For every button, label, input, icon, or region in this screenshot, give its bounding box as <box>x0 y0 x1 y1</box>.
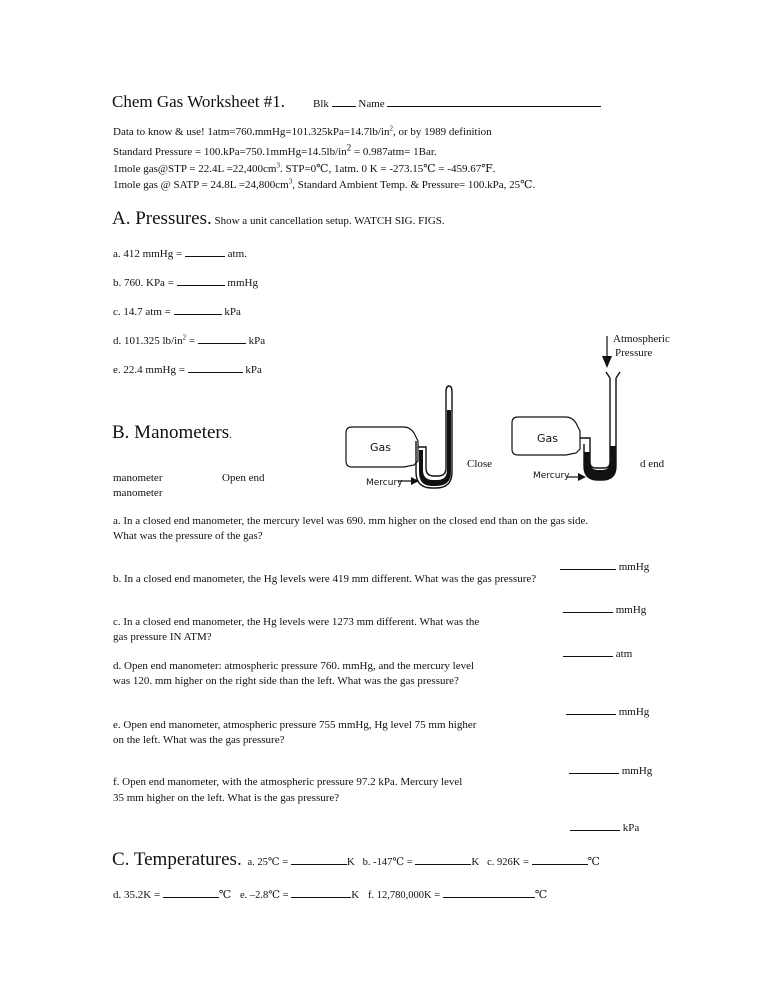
pressure-item-a: a. 412 mmHg = atm. <box>113 248 247 260</box>
closed-manometer <box>346 386 452 488</box>
question-b-d-line1: d. Open end manometer: atmospheric pressure 760. mmHg, and the mercury level <box>113 660 475 672</box>
question-b-c-line2: gas pressure IN ATM? <box>113 631 212 643</box>
blk-label: Blk <box>313 98 329 110</box>
fact-line-4: 1mole gas @ SATP = $24.8L =24,800cm^3$, Standard Ambient Temp. & Pressure= 100.kPa, 25℃. <box>113 177 536 191</box>
gas-label-closed: Gas <box>370 441 391 454</box>
caption-open-end: Open end <box>222 472 265 484</box>
answer-b-a: mmHg <box>560 559 649 574</box>
question-b-a-line1: a. In a closed end manometer, the mercury level was 690. mm higher on the closed end than on the gas side. <box>113 515 589 527</box>
fact-line-1: Data to know & use! $1atm=760.mmHg=101.325kPa=14.7lb/in^2$, or by 1989 definition <box>113 124 492 138</box>
pressure-item-c: c. 14.7 atm = kPa <box>113 306 241 318</box>
section-c-title: C. Temperatures. <box>112 849 242 870</box>
question-b-f-line1: f. Open end manometer, with the atmospheric pressure 97.2 kPa. Mercury level <box>113 776 463 788</box>
name-label: Name <box>358 98 385 110</box>
question-b-b: b. In a closed end manometer, the Hg levels were 419 mm different. What was the gas pressure? <box>113 573 537 585</box>
closed-end-label-part1: Close <box>467 458 493 470</box>
section-c-row-2: d. 35.2K = ℃ e. –2.8℃ = K f. 12,780,000K = ℃ <box>113 889 548 901</box>
answer-b-b: mmHg <box>563 602 646 617</box>
fact-line-3: 1mole gas@STP = $22.4L =22,400cm^3$. STP=0℃, 1atm. 0 K = -273.15℃ = -459.67℉. <box>113 161 496 175</box>
fact-line-2: Standard Pressure = $100.kPa=750.1mmHg=14.5lb/in^2 = 0.987atm= 1Bar$. <box>113 142 437 158</box>
question-b-c-line1: c. In a closed end manometer, the Hg levels were 1273 mm different. What was the <box>113 616 480 628</box>
pressure-item-b: b. 760. KPa = mmHg <box>113 277 258 289</box>
section-a-instruction: Show a unit cancellation setup. WATCH SIG. FIGS. <box>214 215 445 227</box>
gas-label-open: Gas <box>537 432 558 445</box>
answer-b-e: mmHg <box>569 763 652 778</box>
question-b-f-line2: 35 mm higher on the left. What is the gas pressure? <box>113 792 340 804</box>
question-b-e-line2: on the left. What was the gas pressure? <box>113 734 285 746</box>
question-b-d-line2: was 120. mm higher on the right side than the left. What was the gas pressure? <box>113 675 459 687</box>
pressure-item-e: e. 22.4 mmHg = kPa <box>113 364 262 376</box>
answer-b-c: atm <box>563 646 632 661</box>
question-b-a-line2: What was the pressure of the gas? <box>113 530 263 542</box>
section-a-title: A. Pressures. <box>112 208 212 229</box>
caption-manometer-2: manometer <box>113 487 163 499</box>
section-c-row-1: C. Temperatures. a. 25℃ = K b. -147℃ = K c. 926K = ℃ <box>112 849 600 870</box>
atmospheric-arrow <box>602 336 612 368</box>
answer-b-d: mmHg <box>566 704 649 719</box>
worksheet-title: Chem Gas Worksheet #1. <box>112 92 286 111</box>
question-b-e-line1: e. Open end manometer, atmospheric pressure 755 mmHg, Hg level 75 mm higher <box>113 719 477 731</box>
pressure-label: Pressure <box>615 347 653 359</box>
pressure-item-d: d. 101.325 $lb/in^2$ = kPa <box>113 333 266 347</box>
section-b-heading: B. Manometers. <box>112 422 232 443</box>
answer-b-f: kPa <box>570 820 639 835</box>
closed-end-label-part2: d end <box>640 458 665 470</box>
open-manometer <box>512 372 620 481</box>
mercury-label-closed: Mercury <box>366 478 403 488</box>
section-b-title: B. Manometers <box>112 422 230 443</box>
mercury-label-open: Mercury <box>533 471 570 481</box>
caption-manometer: manometer <box>113 472 163 484</box>
atmospheric-label: Atmospheric <box>613 333 670 345</box>
